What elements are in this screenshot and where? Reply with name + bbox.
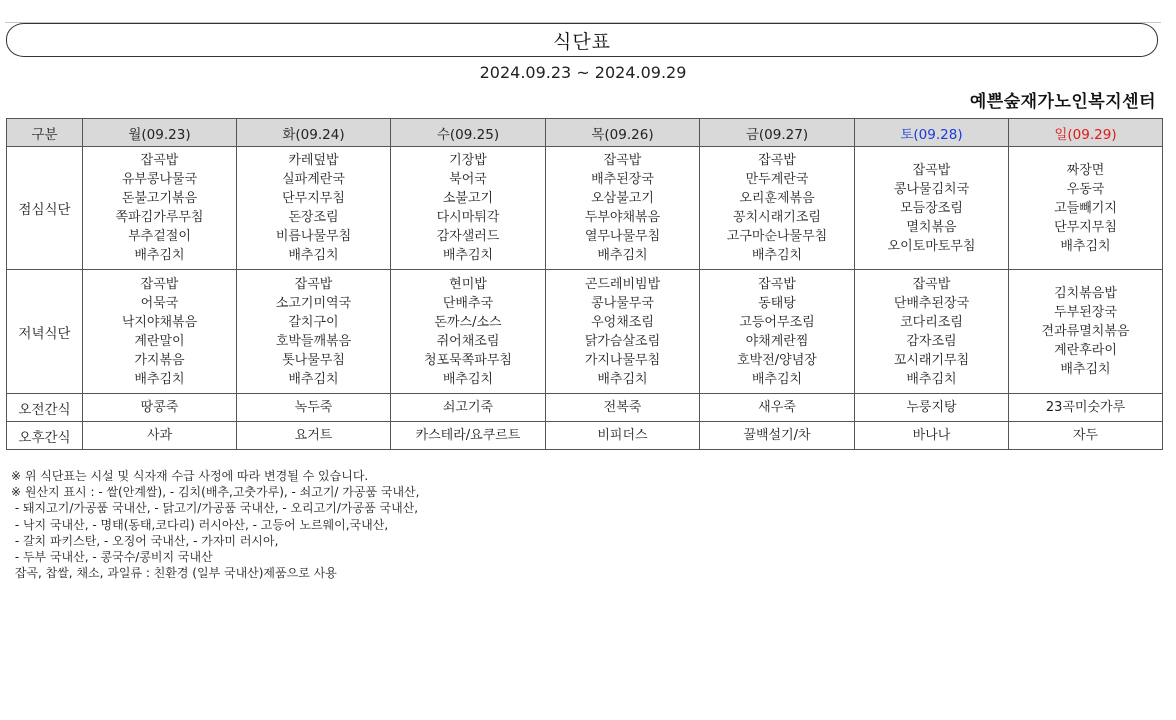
menu-item: 배추김치 bbox=[134, 371, 185, 387]
menu-item: 견과류멸치볶음 bbox=[1041, 324, 1130, 339]
notes-section bbox=[11, 468, 419, 581]
row-lunch bbox=[7, 147, 1163, 270]
menu-cell bbox=[546, 147, 700, 270]
menu-item: 북어국 bbox=[449, 172, 487, 187]
menu-item: 배추김치 bbox=[906, 371, 957, 387]
note-line: 잡곡, 찹쌀, 채소, 과일류 : 친환경 (일부 국내산)제품으로 사용 bbox=[11, 566, 337, 581]
menu-item: 유부콩나물국 bbox=[121, 172, 198, 187]
menu-item: 오이토마토무침 bbox=[887, 238, 976, 254]
menu-cell bbox=[1009, 394, 1163, 422]
menu-item: 호박들깨볶음 bbox=[275, 333, 352, 349]
menu-item: 땅콩죽 bbox=[140, 400, 179, 415]
menu-cell bbox=[546, 270, 700, 394]
note-line: - 돼지고기/가공품 국내산, - 닭고기/가공품 국내산, - 오리고기/가공품 국내산, bbox=[11, 501, 419, 516]
menu-item: 배추김치 bbox=[442, 371, 494, 387]
title-banner bbox=[6, 23, 1158, 57]
menu-cell bbox=[855, 394, 1009, 422]
menu-item: 청포묵쪽파무침 bbox=[424, 352, 512, 368]
menu-item: 곤드레비빔밥 bbox=[584, 276, 661, 292]
menu-item: 배추된장국 bbox=[591, 172, 654, 187]
note-line: - 낙지 국내산, - 명태(동태,코다리) 러시아산, - 고등어 노르웨이,국내산, bbox=[11, 517, 389, 532]
menu-item: 카스테라/요쿠르트 bbox=[415, 428, 521, 443]
row-label-morning-snack: 오전간식 bbox=[7, 394, 83, 422]
menu-item: 감자샐러드 bbox=[436, 229, 500, 244]
menu-cell bbox=[237, 270, 391, 394]
day-header-sun: 일(09.29) bbox=[1009, 119, 1163, 147]
menu-cell bbox=[83, 147, 237, 270]
menu-item: 새우죽 bbox=[758, 400, 796, 415]
menu-cell bbox=[237, 394, 391, 422]
menu-cell bbox=[546, 422, 700, 450]
menu-item: 우동국 bbox=[1066, 181, 1105, 197]
menu-item: 부추겉절이 bbox=[128, 229, 191, 244]
menu-item: 비피더스 bbox=[597, 428, 648, 443]
menu-item: 짜장면 bbox=[1066, 162, 1105, 178]
menu-cell bbox=[546, 394, 700, 422]
menu-item: 다시마튀각 bbox=[436, 210, 500, 225]
meal-plan-table bbox=[6, 118, 1163, 450]
menu-item: 오리훈제볶음 bbox=[739, 191, 815, 206]
day-header-sat: 토(09.28) bbox=[855, 119, 1009, 147]
menu-item: 요거트 bbox=[294, 428, 333, 443]
menu-cell bbox=[855, 147, 1009, 270]
menu-item: 배추김치 bbox=[288, 371, 339, 387]
note-line: - 두부 국내산, - 콩국수/콩비지 국내산 bbox=[11, 550, 213, 565]
menu-item: 전복죽 bbox=[603, 400, 642, 415]
menu-item: 잡곡밥 bbox=[912, 162, 951, 178]
menu-item: 잡곡밥 bbox=[140, 153, 179, 168]
menu-item: 배추김치 bbox=[1060, 238, 1111, 254]
center-name: 예쁜숲재가노인복지센터 bbox=[969, 92, 1156, 112]
row-dinner bbox=[7, 270, 1163, 394]
menu-item: 단무지무침 bbox=[282, 191, 345, 206]
menu-item: 단무지무침 bbox=[1054, 219, 1117, 235]
menu-cell bbox=[855, 422, 1009, 450]
menu-item: 김치볶음밥 bbox=[1054, 286, 1117, 301]
menu-item: 누룽지탕 bbox=[906, 400, 957, 415]
menu-item: 쇠고기죽 bbox=[442, 400, 494, 415]
menu-item: 바나나 bbox=[912, 428, 951, 443]
corner-header: 구분 bbox=[7, 119, 83, 147]
menu-item: 계란후라이 bbox=[1054, 343, 1117, 358]
menu-item: 콩나물무국 bbox=[591, 295, 654, 311]
menu-cell bbox=[700, 422, 855, 450]
menu-item: 동태탕 bbox=[758, 295, 796, 311]
menu-item: 가지나물무침 bbox=[584, 352, 661, 368]
menu-item: 꼬시래기무침 bbox=[893, 352, 970, 368]
menu-item: 돈장조림 bbox=[288, 210, 339, 225]
day-header-tue: 화(09.24) bbox=[237, 119, 391, 147]
menu-cell bbox=[391, 394, 546, 422]
menu-cell bbox=[700, 147, 855, 270]
menu-item: 배추김치 bbox=[442, 248, 494, 263]
menu-item: 잡곡밥 bbox=[294, 276, 333, 292]
menu-item: 기장밥 bbox=[449, 153, 487, 168]
menu-cell bbox=[391, 270, 546, 394]
menu-cell bbox=[391, 147, 546, 270]
row-label-dinner: 저녁식단 bbox=[7, 270, 83, 394]
menu-item: 멸치볶음 bbox=[906, 219, 957, 235]
day-header-wed: 수(09.25) bbox=[391, 119, 546, 147]
menu-item: 배추김치 bbox=[751, 371, 803, 387]
menu-item: 감자조림 bbox=[906, 333, 957, 349]
menu-cell bbox=[1009, 270, 1163, 394]
menu-item: 열무나물무침 bbox=[584, 229, 661, 244]
menu-item: 만두계란국 bbox=[745, 172, 809, 187]
note-line: ※ 위 식단표는 시설 및 식자재 수급 사정에 따라 변경될 수 있습니다. bbox=[11, 469, 369, 483]
page-title: 식단표 bbox=[552, 30, 612, 53]
menu-item: 단배추된장국 bbox=[893, 295, 970, 311]
menu-item: 쪽파김가루무침 bbox=[115, 210, 204, 225]
menu-item: 가지볶음 bbox=[134, 352, 185, 368]
menu-cell bbox=[700, 270, 855, 394]
menu-item: 현미밥 bbox=[449, 276, 487, 292]
menu-cell bbox=[1009, 147, 1163, 270]
menu-item: 배추김치 bbox=[1060, 362, 1111, 377]
menu-item: 사과 bbox=[146, 428, 173, 443]
menu-cell bbox=[391, 422, 546, 450]
menu-item: 콩나물김치국 bbox=[893, 181, 970, 197]
menu-item: 카레덮밥 bbox=[288, 153, 339, 168]
menu-cell bbox=[700, 394, 855, 422]
row-label-lunch: 점심식단 bbox=[7, 147, 83, 270]
menu-item: 자두 bbox=[1072, 428, 1099, 443]
menu-item: 고구마순나물무침 bbox=[726, 229, 828, 244]
menu-item: 잡곡밥 bbox=[758, 153, 796, 168]
menu-item: 어묵국 bbox=[140, 295, 179, 311]
menu-item: 오삼불고기 bbox=[591, 191, 654, 206]
menu-cell bbox=[237, 422, 391, 450]
menu-item: 잡곡밥 bbox=[758, 276, 796, 292]
menu-item: 갈치구이 bbox=[288, 314, 339, 330]
menu-item: 배추김치 bbox=[134, 248, 185, 263]
menu-cell bbox=[83, 270, 237, 394]
header-row bbox=[7, 119, 1163, 147]
menu-item: 잡곡밥 bbox=[140, 276, 179, 292]
menu-item: 돈불고기볶음 bbox=[121, 191, 198, 206]
menu-item: 코다리조림 bbox=[900, 314, 963, 330]
row-label-afternoon-snack: 오후간식 bbox=[7, 422, 83, 450]
menu-cell bbox=[83, 394, 237, 422]
menu-item: 꿀백설기/차 bbox=[743, 428, 811, 443]
menu-cell bbox=[1009, 422, 1163, 450]
date-range: 2024.09.23 ~ 2024.09.29 bbox=[479, 63, 687, 82]
menu-item: 배추김치 bbox=[597, 248, 648, 263]
menu-item: 우엉채조림 bbox=[591, 314, 654, 330]
menu-item: 꽁치시래기조림 bbox=[733, 210, 821, 225]
menu-item: 소불고기 bbox=[442, 191, 494, 206]
day-header-thu: 목(09.26) bbox=[546, 119, 700, 147]
menu-item: 잡곡밥 bbox=[603, 153, 642, 168]
menu-item: 두부된장국 bbox=[1054, 305, 1117, 320]
menu-item: 야채계란찜 bbox=[745, 333, 809, 349]
menu-item: 고들빼기지 bbox=[1054, 200, 1117, 216]
row-afternoon-snack bbox=[7, 422, 1163, 450]
row-morning-snack bbox=[7, 394, 1163, 422]
menu-item: 돈까스/소스 bbox=[434, 314, 502, 330]
day-header-mon: 월(09.23) bbox=[83, 119, 237, 147]
note-line: - 갈치 파키스탄, - 오징어 국내산, - 가자미 러시아, bbox=[11, 533, 279, 548]
note-line: ※ 원산지 표시 : - 쌀(안계쌀), - 김치(배추,고춧가루), - 쇠고기/ 가공품 국내산, bbox=[11, 485, 420, 500]
menu-item: 낙지야채볶음 bbox=[121, 314, 198, 330]
menu-cell bbox=[855, 270, 1009, 394]
day-header-fri: 금(09.27) bbox=[700, 119, 855, 147]
menu-cell bbox=[237, 147, 391, 270]
menu-item: 배추김치 bbox=[288, 248, 339, 263]
menu-item: 배추김치 bbox=[597, 371, 648, 387]
menu-item: 모듬장조림 bbox=[900, 200, 963, 216]
menu-item: 단배추국 bbox=[442, 295, 494, 311]
menu-item: 계란말이 bbox=[134, 333, 185, 349]
menu-item: 배추김치 bbox=[751, 248, 803, 263]
menu-item: 호박전/양념장 bbox=[737, 352, 817, 368]
menu-cell bbox=[83, 422, 237, 450]
menu-item: 녹두죽 bbox=[294, 400, 333, 415]
menu-item: 두부야채볶음 bbox=[584, 210, 661, 225]
menu-item: 고등어무조림 bbox=[739, 314, 815, 330]
menu-item: 쥐어채조림 bbox=[436, 333, 500, 349]
menu-item: 실파계란국 bbox=[282, 172, 345, 187]
menu-item: 소고기미역국 bbox=[275, 295, 352, 311]
menu-item: 닭가슴살조림 bbox=[584, 333, 661, 349]
menu-item: 톳나물무침 bbox=[282, 352, 345, 368]
menu-item: 비름나물무침 bbox=[275, 229, 352, 244]
menu-item: 잡곡밥 bbox=[912, 276, 951, 292]
menu-item: 23곡미숫가루 bbox=[1045, 400, 1126, 415]
